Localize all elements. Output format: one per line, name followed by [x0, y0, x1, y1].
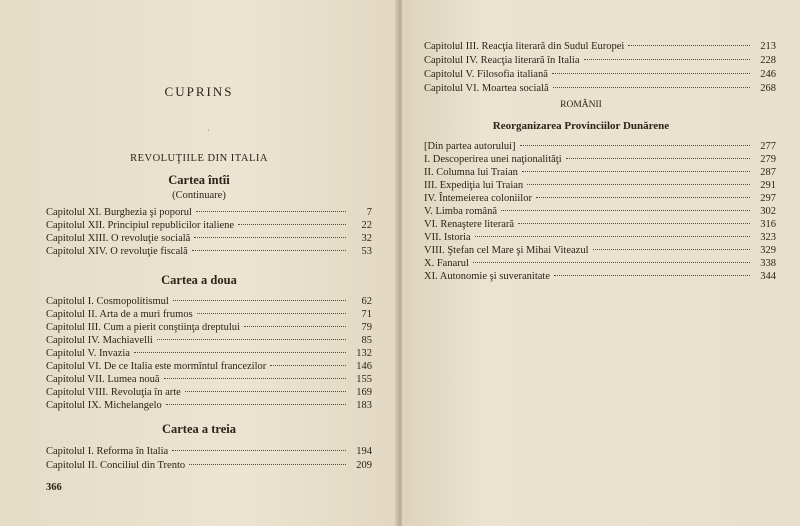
toc-entry[interactable]: Capitolul V. Filosofia italiană 246	[424, 69, 776, 80]
toc-entry[interactable]: Capitolul XI. Burghezia şi poporul 7	[46, 207, 372, 218]
toc-entry[interactable]: II. Columna lui Traian 287	[424, 167, 776, 178]
toc-entry[interactable]: Capitolul VI. Moartea socială 268	[424, 83, 776, 94]
toc-entry[interactable]: Capitolul IV. Machiavelli 85	[46, 335, 372, 346]
toc-entry[interactable]: I. Descoperirea unei naţionalităţi 279	[424, 154, 776, 165]
toc-entry[interactable]: III. Expediţia lui Traian 291	[424, 180, 776, 191]
toc-entry[interactable]: V. Limba română 302	[424, 206, 776, 217]
right-page	[402, 0, 800, 526]
toc-entry[interactable]: VI. Renaştere literară 316	[424, 219, 776, 230]
part1-note: (Continuare)	[172, 190, 226, 201]
contents-heading: CUPRINS	[164, 84, 234, 99]
left-page	[0, 0, 398, 526]
toc-entry[interactable]: Capitolul III. Cum a pierit conştiinţa dreptului 79	[46, 322, 372, 333]
toc-entry[interactable]: Capitolul IX. Michelangelo 183	[46, 400, 372, 411]
toc-entry[interactable]: Capitolul II. Conciliul din Trento 209	[46, 460, 372, 471]
section-title: ROMÂNII	[560, 100, 602, 110]
page-number: 366	[46, 482, 62, 493]
toc-entry[interactable]: Capitolul VIII. Revoluţia în arte 169	[46, 387, 372, 398]
toc-entry[interactable]: Capitolul XIV. O revoluţie fiscală 53	[46, 246, 372, 257]
toc-entry[interactable]: IV. Întemeierea coloniilor 297	[424, 193, 776, 204]
toc-entry[interactable]: [Din partea autorului] 277	[424, 141, 776, 152]
toc-entry[interactable]: VIII. Ştefan cel Mare şi Mihai Viteazul 329	[424, 245, 776, 256]
toc-entry[interactable]: Capitolul I. Cosmopolitismul 62	[46, 296, 372, 307]
toc-entry[interactable]: XI. Autonomie şi suveranitate 344	[424, 271, 776, 282]
toc-entry[interactable]: Capitolul VII. Lumea nouă 155	[46, 374, 372, 385]
toc-entry[interactable]: Capitolul V. Invazia 132	[46, 348, 372, 359]
part1-title: Cartea întîi	[168, 173, 230, 187]
toc-entry[interactable]: Capitolul IV. Reacţia literară în Italia 228	[424, 55, 776, 66]
toc-entry[interactable]: Capitolul I. Reforma în Italia 194	[46, 446, 372, 457]
toc-entry[interactable]: Capitolul XIII. O revoluţie socială 32	[46, 233, 372, 244]
toc-entry[interactable]: X. Fanarul 338	[424, 258, 776, 269]
ornament: ·	[207, 126, 210, 135]
toc-entry[interactable]: Capitolul III. Reacţia literară din Sudul Europei 213	[424, 41, 776, 52]
section-title: REVOLUŢIILE DIN ITALIA	[130, 153, 268, 164]
part2-title: Cartea a doua	[161, 273, 237, 287]
subsection-title: Reorganizarea Provinciilor Dunărene	[492, 120, 670, 132]
toc-entry[interactable]: Capitolul VI. De ce Italia este mormîntul francezilor 146	[46, 361, 372, 372]
toc-entry[interactable]: Capitolul XII. Principiul republicilor italiene 22	[46, 220, 372, 231]
toc-entry[interactable]: VII. Istoria 323	[424, 232, 776, 243]
toc-entry[interactable]: Capitolul II. Arta de a muri frumos 71	[46, 309, 372, 320]
part3-title: Cartea a treia	[161, 422, 237, 436]
